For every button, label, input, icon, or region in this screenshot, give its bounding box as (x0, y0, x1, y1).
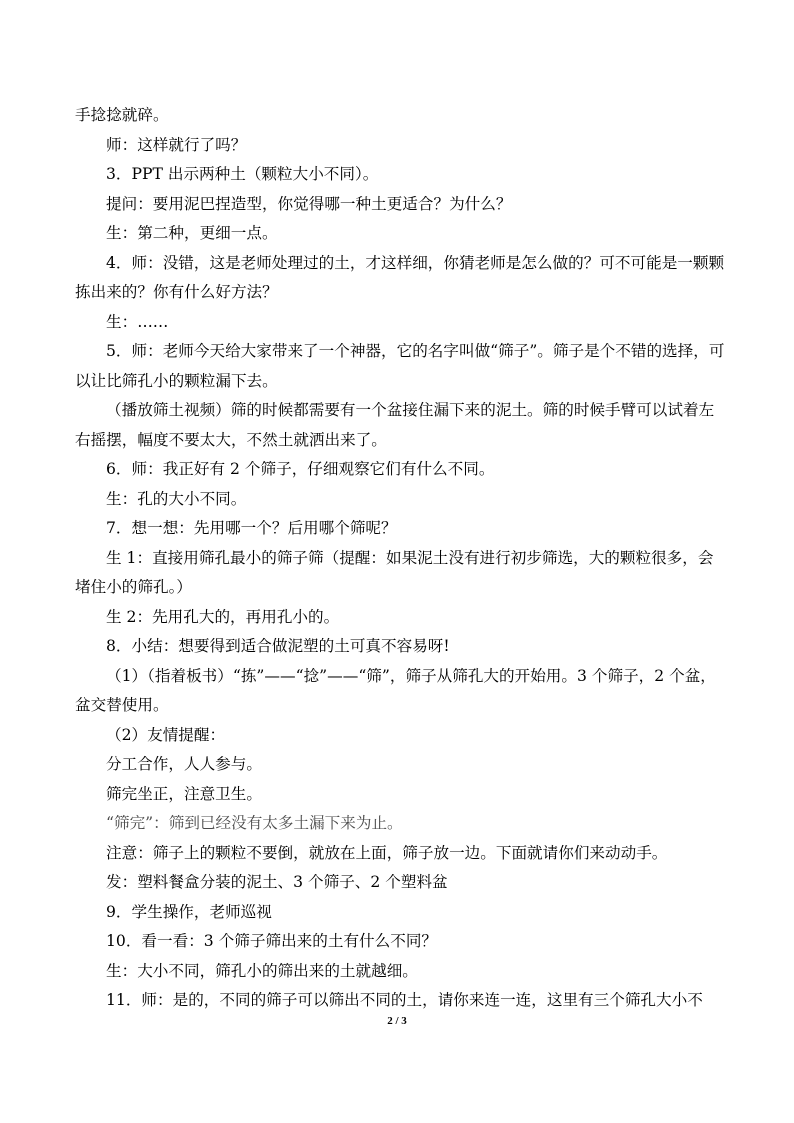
paragraph-9: （播放筛土视频）筛的时候都需要有一个盆接住漏下来的泥土。筛的时候手臂可以试着左右摇摆，幅度不要太大，不然土就洒出来了。 (75, 401, 715, 449)
document-body (75, 101, 725, 1016)
paragraph-8: 5．师：老师今天给大家带来了一个神器，它的名字叫做“筛子”。筛子是个不错的选择，可以让比筛孔小的颗粒漏下去。 (75, 342, 725, 390)
paragraph-7: 生：…… (106, 312, 169, 331)
paragraph-17: （2）友情提醒： (106, 725, 226, 744)
paragraph-4: 提问：要用泥巴捏造型，你觉得哪一种土更适合？为什么？ (106, 194, 512, 213)
paragraph-11: 生：孔的大小不同。 (106, 489, 247, 508)
paragraph-13: 生 1：直接用筛孔最小的筛子筛（提醒：如果泥土没有进行初步筛选，大的颗粒很多，会堵住小的筛孔。） (75, 548, 714, 596)
paragraph-1: 手捻捻就碎。 (75, 106, 169, 124)
paragraph-20: “筛完”：筛到已经没有太多土漏下来为止。 (106, 814, 403, 832)
paragraph-22: 发：塑料餐盒分装的泥土、3 个筛子、2 个塑料盆 (106, 873, 448, 891)
paragraph-3: 3．PPT 出示两种土（颗粒大小不同）。 (106, 165, 379, 183)
paragraph-26: 11．师：是的，不同的筛子可以筛出不同的土，请你来连一连，这里有三个筛孔大小不 (106, 991, 703, 1009)
paragraph-16: （1）（指着板书）“拣”——“捻”——“筛”，筛子从筛孔大的开始用。3 个筛子，2 个盆，盆交替使用。 (75, 666, 716, 714)
paragraph-10: 6．师：我正好有 2 个筛子，仔细观察它们有什么不同。 (106, 460, 495, 478)
paragraph-21: 注意：筛子上的颗粒不要倒，就放在上面，筛子放一边。下面就请你们来动动手。 (106, 843, 668, 862)
paragraph-5: 生：第二种，更细一点。 (106, 224, 278, 242)
paragraph-24: 10．看一看：3 个筛子筛出来的土有什么不同？ (106, 932, 438, 950)
paragraph-25: 生：大小不同，筛孔小的筛出来的土就越细。 (106, 961, 418, 980)
paragraph-14: 生 2：先用孔大的，再用孔小的。 (106, 607, 340, 626)
paragraph-12: 7．想一想：先用哪一个？后用哪个筛呢？ (106, 519, 397, 537)
paragraph-19: 筛完坐正，注意卫生。 (106, 784, 262, 803)
paragraph-18: 分工合作，人人参与。 (106, 755, 262, 773)
paragraph-15: 8．小结：想要得到适合做泥塑的土可真不容易呀! (106, 637, 450, 655)
page-number: 2 / 3 (387, 1015, 407, 1027)
paragraph-6: 4．师：没错，这是老师处理过的土，才这样细，你猜老师是怎么做的？可不可能是一颗颗拣出来的？你有什么好方法？ (75, 253, 725, 301)
paragraph-2: 师：这样就行了吗？ (106, 135, 247, 154)
paragraph-23: 9．学生操作，老师巡视 (106, 902, 272, 921)
